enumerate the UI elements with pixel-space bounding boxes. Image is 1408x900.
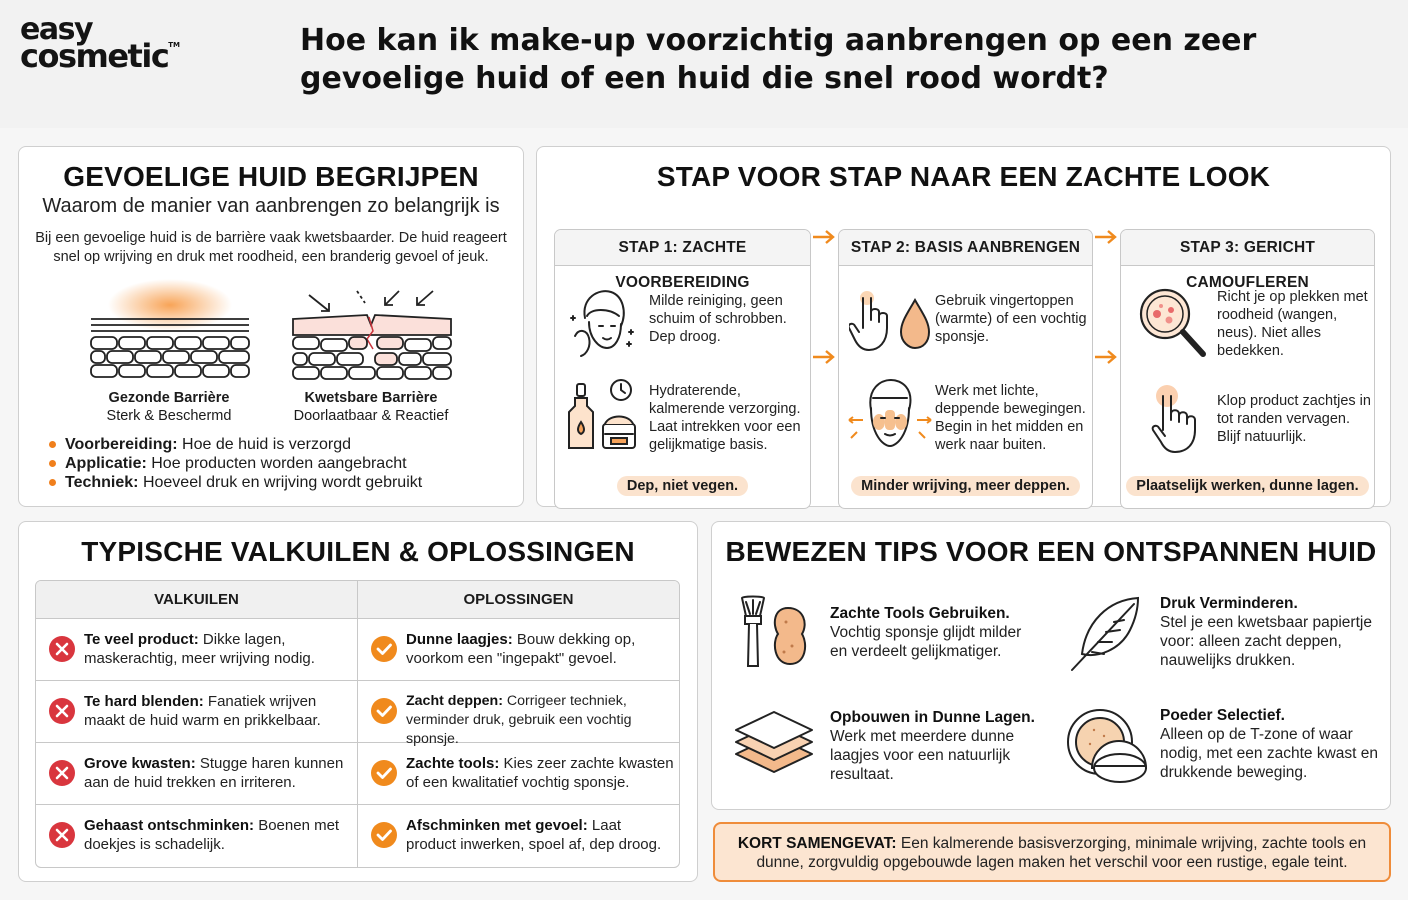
table-row [36, 681, 679, 747]
panel-steps [536, 146, 1391, 507]
panel-sensitive-skin [18, 146, 524, 507]
trademark: TM [168, 40, 181, 49]
summary-label: KORT SAMENGEVAT: [737, 835, 897, 852]
panel-title: STAP VOOR STAP NAAR EEN ZACHTE LOOK [656, 161, 1271, 192]
page-title: Hoe kan ik make-up voorzichtig aanbrengen op een zeer gevoelige huid of een huid die snel rood wordt? [300, 23, 1257, 96]
step-header: STAP 3: GERICHT CAMOUFLEREN [1121, 230, 1374, 266]
pitfall-cell: Te hard blenden: Fanatiek wrijven maakt de huid warm en prikkelbaar. [36, 681, 358, 742]
panel-pitfalls [18, 521, 698, 882]
healthy-barrier-desc: Sterk & Beschermd [106, 408, 232, 424]
face-blending-icon [845, 374, 935, 458]
step-tagline: Minder wrijving, meer deppen. [851, 476, 1080, 496]
pitfall-cell: Grove kwasten: Stugge haren kunnen aan de huid trekken en irriteren. [36, 743, 358, 804]
intro-text: Bij een gevoelige huid is de barrière vaak kwetsbaarder. De huid reageert snel op wrijving en druk met roodheid, een branderig gevoel of jeuk. [35, 230, 507, 265]
tip-item: Druk Verminderen. Stel je een kwetsbaar papiertje voor: alleen zacht deppen, nauwelijks drukken. [1160, 595, 1372, 669]
vulnerable-barrier-desc: Doorlaatbaar & Reactief [293, 408, 449, 424]
healthy-barrier-illustration [85, 275, 255, 387]
summary-text: Een kalmerende basisverzorging, minimale wrijving, zachte tools en dunne, zorgvuldig opgebouwde lagen maken het verschil voor een rustige, egale teint. [756, 835, 1367, 871]
solution-cell: Dunne laagjes: Bouw dekking op, voorkom een "ingepakt" gevoel. [358, 619, 679, 680]
face-cleansing-icon [565, 282, 637, 358]
bullet-list [49, 435, 422, 492]
pitfalls-table [35, 580, 680, 868]
bullet-item: Techniek: Hoeveel druk en wrijving wordt gebruikt [49, 473, 422, 492]
vulnerable-barrier-caption [281, 389, 461, 425]
step-text: Gebruik vingertoppen (warmte) of een vochtig sponsje. [935, 293, 1087, 345]
solution-cell: Zacht deppen: Corrigeer techniek, verminder druk, gebruik een vochtig sponsje. [358, 681, 679, 742]
step-text: Werk met lichte, deppende bewegingen. Begin in het midden en werk naar buiten. [935, 383, 1086, 453]
skincare-products-icon [567, 376, 641, 454]
pitfall-cell: Te veel product: Dikke lagen, maskerachtig, meer wrijving nodig. [36, 619, 358, 680]
solution-cell: Afschminken met gevoel: Laat product inwerken, spoel af, dep droog. [358, 805, 679, 867]
error-x-icon [49, 822, 75, 848]
header [0, 0, 1408, 128]
brand-line2: cosmetic [20, 36, 169, 75]
healthy-barrier-label: Gezonde Barrière [108, 390, 230, 406]
tip-item: Zachte Tools Gebruiken. Vochtig sponsje glijdt milder en verdeelt gelijkmatiger. [830, 605, 1022, 660]
error-x-icon [49, 760, 75, 786]
checkmark-icon [371, 698, 397, 724]
step-text: Richt je op plekken met roodheid (wangen, neus). Niet alles bedekken. [1217, 289, 1368, 359]
checkmark-icon [371, 760, 397, 786]
step-text: Hydraterende, kalmerende verzorging. Laat intrekken voor een gelijkmatige basis. [649, 383, 801, 453]
error-x-icon [49, 698, 75, 724]
solution-cell: Zachte tools: Kies zeer zachte kwasten of een kwalitatief vochtig sponsje. [358, 743, 679, 804]
feather-icon [1068, 594, 1144, 674]
step-tagline: Dep, niet vegen. [617, 476, 748, 496]
vulnerable-barrier-illustration [287, 275, 457, 387]
brand-line1: easy [20, 12, 93, 47]
magnifier-redness-icon [1135, 284, 1211, 364]
healthy-barrier-caption [79, 389, 259, 425]
brush-sponge-icon [734, 594, 814, 670]
pitfall-cell: Gehaast ontschminken: Boenen met doekjes is schadelijk. [36, 805, 358, 867]
arrow-right-icon [811, 229, 837, 245]
tip-item: Opbouwen in Dunne Lagen. Werk met meerdere dunne laagjes voor een natuurlijk resultaat. [830, 709, 1035, 783]
brand-logo [20, 12, 181, 75]
bullet-item: Applicatie: Hoe producten worden aangebracht [49, 454, 422, 473]
step-header: STAP 2: BASIS AANBRENGEN [839, 230, 1092, 266]
tip-item: Poeder Selectief. Alleen op de T-zone of waar nodig, met een zachte kwast en drukkende beweging. [1160, 707, 1378, 781]
summary-box [713, 822, 1391, 882]
arrow-right-icon [1093, 229, 1119, 245]
powder-compact-icon [1066, 706, 1150, 786]
panel-title: TYPISCHE VALKUILEN & OPLOSSINGEN [81, 536, 635, 567]
panel-title: GEVOELIGE HUID BEGRIJPEN [63, 161, 479, 192]
column-header-pitfalls: VALKUILEN [36, 581, 358, 618]
table-row [36, 805, 679, 867]
step-card-1 [554, 229, 811, 509]
table-row [36, 619, 679, 681]
step-tagline: Plaatselijk werken, dunne lagen. [1126, 476, 1368, 496]
step-card-2 [838, 229, 1093, 509]
panel-title: BEWEZEN TIPS VOOR EEN ONTSPANNEN HUID [725, 536, 1377, 567]
column-header-solutions: OPLOSSINGEN [463, 591, 574, 608]
panel-tips [711, 521, 1391, 810]
panel-subtitle: Waarom de manier van aanbrengen zo belangrijk is [42, 195, 500, 217]
layers-icon [732, 708, 816, 778]
step-text: Milde reiniging, geen schuim of schrobben. Dep droog. [649, 293, 787, 345]
arrow-right-icon [811, 349, 837, 365]
checkmark-icon [371, 636, 397, 662]
arrow-right-icon [1093, 349, 1119, 365]
checkmark-icon [371, 822, 397, 848]
bullet-item: Voorbereiding: Hoe de huid is verzorgd [49, 435, 422, 454]
step-text: Klop product zachtjes in tot randen vervagen. Blijf natuurlijk. [1217, 393, 1371, 445]
finger-tap-icon [1145, 384, 1209, 456]
fingertip-sponge-icon [849, 286, 935, 358]
table-row [36, 743, 679, 805]
vulnerable-barrier-label: Kwetsbare Barrière [304, 390, 438, 406]
step-header: STAP 1: ZACHTE VOORBEREIDING [555, 230, 810, 266]
step-card-3 [1120, 229, 1375, 509]
error-x-icon [49, 636, 75, 662]
